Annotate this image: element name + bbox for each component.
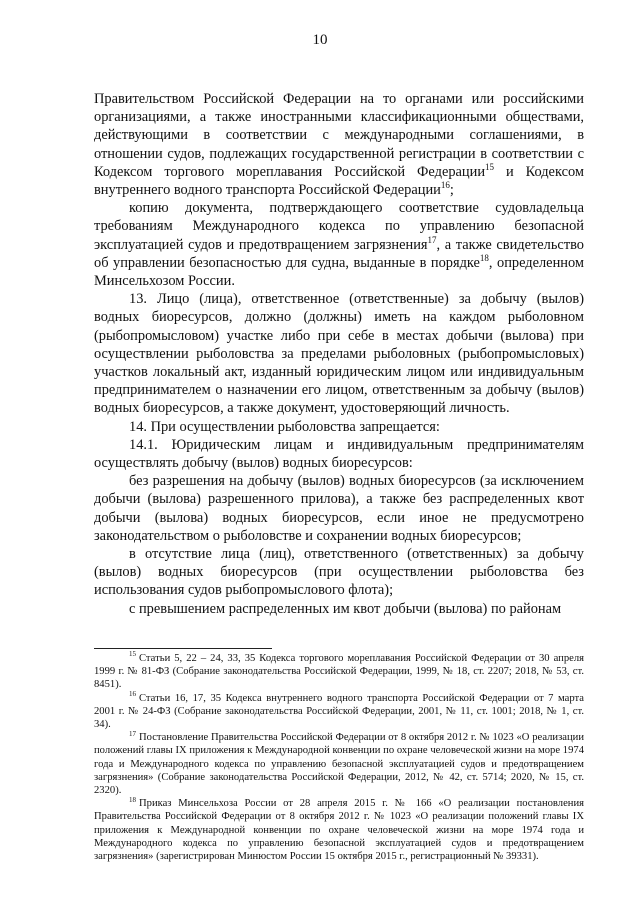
footnote-number: 18 [129,795,136,804]
paragraph-text: и Кодексом внутреннего водного транспорта Российской Федерации [94,163,584,199]
paragraph-item-13: 13. Лицо (лица), ответственное (ответственные) за добычу (вылов) водных биоресурсов, должно (должны) иметь на каждом рыболовном (рыбопромысловом) участке либо при себе в местах добычи (вылова) при осуществлении рыболовства за пределами рыболовных (рыбопромысловых) участков локальный акт, изданный юридическим лицом или индивидуальным предпринимателем о назначении его лицом, ответственным за добычу (вылов) водных биоресурсов, а также документ, удостоверяющий личность. [94,291,584,417]
paragraph: в отсутствие лица (лиц), ответственного (ответственных) за добычу (вылов) водных биоресурсов (при осуществлении рыболовства без использования судов рыбопромыслового флота); [94,546,584,599]
footnote-divider [94,648,272,649]
footnote-text: Постановление Правительства Российской Федерации от 8 октября 2012 г. № 1023 «О реализации положений главы IX приложения к Международной конвенции по охране человеческой жизни на море 1974 года и Международного кодекса по управлению безопасной эксплуатацией судов и предотвращением загрязнения» (Собрание законодательства Российской Федерации, 2012, № 42, ст. 5714; 2020, № 15, ст. 2320). [94,732,584,797]
footnote-ref-15: 15 [485,162,495,173]
footnote-18 [94,797,584,863]
footnote-text: Статьи 16, 17, 35 Кодекса внутреннего водного транспорта Российской Федерации от 7 марта 2001 г. № 24-ФЗ (Собрание законодательства Российской Федерации, 2001, № 11, ст. 1001; 2018, № 1, ст. 34). [94,692,584,731]
footnote-number: 15 [129,650,136,659]
footnote-text: Приказ Минсельхоза России от 28 апреля 2015 г. № 166 «О реализации постановления Правительства Российской Федерации от 8 октября 2012 г. № 1023 «О реализации положений главы IX приложения к Международной конвенции по охране человеческой жизни на море 1974 года и Международного кодекса по управлению безопасной эксплуатацией судов и предотвращением загрязнения» (зарегистрирован Минюстом России 15 октября 2015 г., регистрационный № 39331). [94,798,584,863]
paragraph-text: копию документа, подтверждающего соответствие судовладельца требованиям Международного кодекса по управлению безопасной эксплуатацией судов и предотвращением загрязнения [94,200,584,253]
footnote-16 [94,692,584,732]
footnote-15 [94,652,584,692]
paragraph [94,199,584,290]
paragraph-text: , определенном Минсельхозом России. [94,254,584,290]
paragraph-item-14: 14. При осуществлении рыболовства запрещается: [129,418,440,435]
footnote-ref-18: 18 [479,253,489,264]
footnotes [94,652,584,863]
paragraph: без разрешения на добычу (вылов) водных биоресурсов (за исключением добычи (вылова) разрешенного прилова), а также без распределенных квот добычи (вылова) водных биоресурсов, если иное не предусмотрено законодательством о рыболовстве и сохранении водных биоресурсов; [94,473,584,544]
page-number: 10 [312,32,328,48]
paragraph-text: , а также свидетельство об управлении безопасностью для судна, выданные в порядке [94,236,584,271]
footnote-17 [94,731,584,797]
body-text [94,90,584,618]
footnote-text: Статьи 5, 22 – 24, 33, 35 Кодекса торгового мореплавания Российской Федерации от 30 апреля 1999 г. № 81-ФЗ (Собрание законодательства Российской Федерации, 1999, № 18, ст. 2207; 2018, № 53, ст. 8451). [94,653,584,691]
paragraph: с превышением распределенных им квот добычи (вылова) по районам [129,600,562,617]
paragraph-item-14-1: 14.1. Юридическим лицам и индивидуальным предпринимателям осуществлять добычу (вылов) водных биоресурсов: [94,436,584,472]
footnote-ref-16: 16 [440,180,450,191]
footnote-number: 16 [129,690,136,699]
paragraph [94,90,584,199]
paragraph-text: Правительством Российской Федерации на то органами или российскими организациями, а также иностранными классификационными обществами, действующими в соответствии с международными соглашениями, в отношении судов, подлежащих государственной регистрации в соответствии с Кодексом торгового мореплавания Российской Федерации [94,91,584,180]
paragraph-text: ; [449,182,454,199]
footnote-ref-17: 17 [427,234,437,245]
footnote-number: 17 [129,729,136,738]
